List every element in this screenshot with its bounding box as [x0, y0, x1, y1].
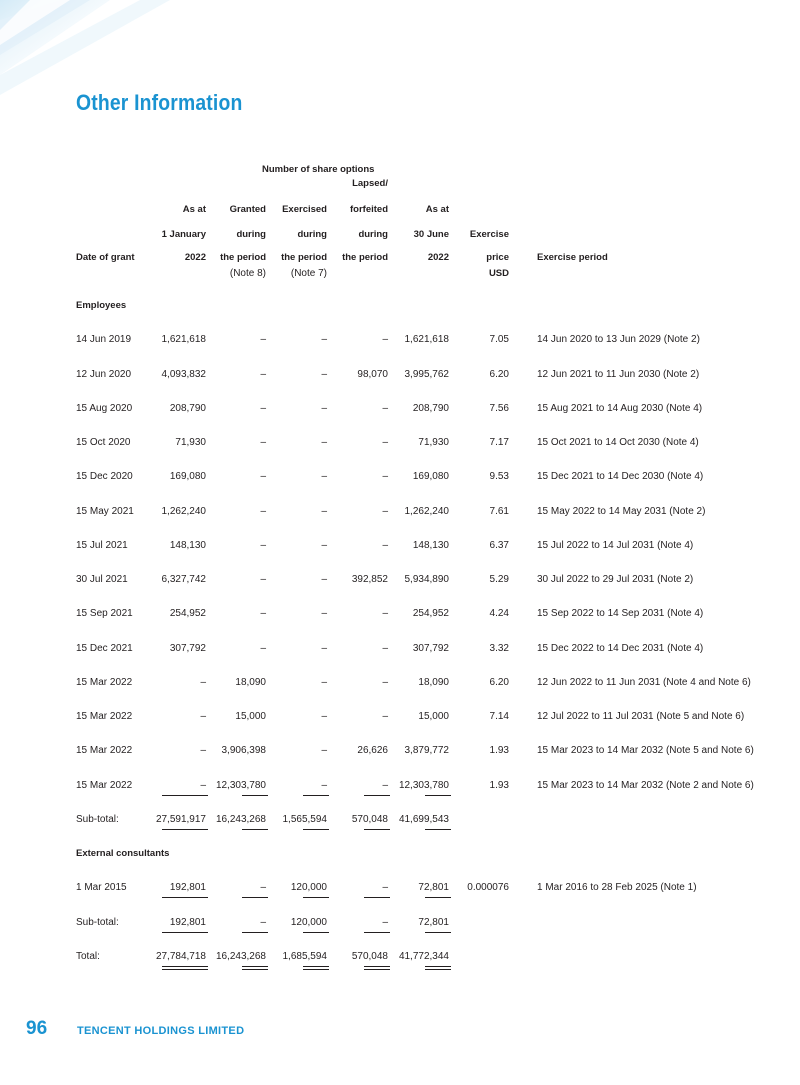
row-exercise-period: 12 Jul 2022 to 11 Jul 2031 (Note 5 and Note 6) [537, 711, 745, 722]
subtotal-rule-above [242, 795, 268, 796]
total-double-rule-1 [425, 966, 451, 967]
row-begin: 4,093,832 [161, 368, 206, 380]
subtotal-rule-below [364, 932, 390, 933]
row-granted: – [260, 334, 266, 346]
row-lapsed: 98,070 [357, 368, 388, 380]
row-begin: 1,621,618 [161, 334, 206, 346]
row-granted: – [260, 471, 266, 483]
row-date-of-grant: 1 Mar 2015 [76, 882, 127, 894]
row-granted: 15,000 [235, 711, 266, 722]
row-begin: 208,790 [169, 402, 206, 414]
row-date-of-grant: 15 Oct 2020 [76, 437, 131, 448]
row-exercise-period: 12 Jun 2021 to 11 Jun 2030 (Note 2) [537, 368, 700, 380]
row-date-of-grant: 15 Mar 2022 [76, 745, 133, 757]
row-begin: – [200, 711, 206, 722]
row-exercise-price: 6.20 [489, 368, 509, 380]
subtotal-end: 72,801 [418, 916, 449, 928]
row-exercise-period: 15 Sep 2022 to 14 Sep 2031 (Note 4) [537, 608, 704, 620]
row-end: 71,930 [418, 437, 449, 448]
row-lapsed: 26,626 [357, 745, 388, 757]
row-exercise-price: 4.24 [489, 608, 509, 620]
header-begin-1: 1 January [161, 229, 206, 240]
subtotal-rule-below [162, 829, 208, 830]
header-end-2: 2022 [427, 252, 449, 263]
row-end: 18,090 [418, 676, 449, 688]
total-end: 41,772,344 [398, 950, 449, 962]
row-end: 1,262,240 [404, 505, 449, 517]
row-exercised: – [321, 334, 327, 346]
row-lapsed: – [382, 779, 388, 791]
row-begin: – [200, 745, 206, 757]
row-lapsed: – [382, 711, 388, 722]
row-granted: – [260, 539, 266, 551]
row-exercised: – [321, 574, 327, 585]
subtotal-rule-below [303, 932, 329, 933]
subtotal-lapsed: – [382, 916, 388, 928]
row-granted: – [260, 505, 266, 517]
header-exercised-1: during [297, 229, 327, 240]
header-price-1: price [486, 252, 509, 263]
row-date-of-grant: 15 Aug 2020 [76, 402, 133, 414]
row-exercised: – [321, 368, 327, 380]
header-exercised-3: (Note 7) [290, 268, 327, 279]
row-granted: 18,090 [235, 676, 266, 688]
page-number: 96 [26, 1018, 48, 1039]
subtotal-exercised: 1,565,594 [282, 813, 327, 825]
row-exercised: – [321, 539, 327, 551]
header-end-0: As at [425, 204, 449, 215]
subtotal-rule-above [425, 897, 451, 898]
header-granted-0: Granted [229, 204, 266, 215]
row-begin: – [200, 676, 206, 688]
group-header: Number of share options [262, 164, 375, 175]
row-exercised: – [321, 711, 327, 722]
header-lapsed-3: the period [342, 252, 388, 263]
total-double-rule-2 [303, 969, 329, 970]
page-title: Other Information [76, 90, 243, 115]
row-exercise-period: 15 Mar 2023 to 14 Mar 2032 (Note 5 and Note 6) [537, 745, 754, 757]
row-exercise-price: 7.14 [489, 711, 509, 722]
row-lapsed: – [382, 402, 388, 414]
total-double-rule-1 [162, 966, 208, 967]
section-title: Employees [76, 300, 127, 311]
row-granted: – [260, 368, 266, 380]
subtotal-rule-above [162, 897, 208, 898]
subtotal-rule-above [162, 795, 208, 796]
subtotal-rule-above [242, 897, 268, 898]
row-begin: 192,801 [169, 882, 206, 894]
row-end: 3,995,762 [404, 368, 449, 380]
row-exercise-period: 15 Oct 2021 to 14 Oct 2030 (Note 4) [537, 437, 699, 448]
row-lapsed: 392,852 [351, 574, 388, 585]
row-lapsed: – [382, 882, 388, 894]
subtotal-lapsed: 570,048 [351, 813, 388, 825]
row-date-of-grant: 15 Mar 2022 [76, 779, 133, 791]
row-date-of-grant: 30 Jul 2021 [76, 574, 128, 585]
row-date-of-grant: 15 Jul 2021 [76, 539, 128, 551]
total-double-rule-2 [425, 969, 451, 970]
row-date-of-grant: 12 Jun 2020 [76, 368, 132, 380]
subtotal-rule-below [242, 829, 268, 830]
row-date-of-grant: 15 Mar 2022 [76, 676, 133, 688]
row-granted: – [260, 402, 266, 414]
total-begin: 27,784,718 [155, 950, 206, 962]
subtotal-rule-above [364, 795, 390, 796]
header-date-of-grant: Date of grant [76, 252, 135, 263]
subtotal-rule-above [425, 795, 451, 796]
row-exercise-price: 1.93 [489, 779, 509, 791]
row-end: 1,621,618 [404, 334, 449, 346]
subtotal-granted: 16,243,268 [215, 813, 266, 825]
total-double-rule-2 [242, 969, 268, 970]
total-lapsed: 570,048 [351, 950, 388, 962]
row-lapsed: – [382, 505, 388, 517]
row-exercised: – [321, 745, 327, 757]
header-end-1: 30 June [413, 229, 449, 240]
subtotal-rule-below [303, 829, 329, 830]
row-begin: 1,262,240 [161, 505, 206, 517]
total-granted: 16,243,268 [215, 950, 266, 962]
row-end: 307,792 [412, 642, 449, 654]
row-date-of-grant: 14 Jun 2019 [76, 334, 132, 346]
row-end: 148,130 [412, 539, 449, 551]
row-exercised: – [321, 779, 327, 791]
row-lapsed: – [382, 539, 388, 551]
row-exercise-price: 7.05 [489, 334, 509, 346]
section-title: External consultants [76, 848, 170, 859]
row-exercise-period: 15 Dec 2022 to 14 Dec 2031 (Note 4) [537, 642, 704, 654]
row-begin: – [200, 779, 206, 791]
row-lapsed: – [382, 642, 388, 654]
footer-company-name: TENCENT HOLDINGS LIMITED [77, 1025, 245, 1037]
subtotal-rule-below [425, 829, 451, 830]
row-end: 5,934,890 [404, 574, 449, 585]
row-exercise-price: 6.37 [489, 539, 509, 551]
row-exercise-price: 9.53 [489, 471, 509, 483]
row-lapsed: – [382, 334, 388, 346]
header-exercise-period: Exercise period [537, 252, 608, 263]
row-lapsed: – [382, 437, 388, 448]
row-exercise-price: 7.17 [489, 437, 509, 448]
header-granted-3: (Note 8) [229, 268, 266, 279]
row-exercise-price: 1.93 [489, 745, 509, 757]
row-exercise-period: 15 Jul 2022 to 14 Jul 2031 (Note 4) [537, 539, 694, 551]
row-exercised: – [321, 437, 327, 448]
row-lapsed: – [382, 471, 388, 483]
subtotal-rule-above [303, 897, 329, 898]
subtotal-rule-below [425, 932, 451, 933]
row-granted: 3,906,398 [221, 745, 266, 757]
row-exercised: – [321, 608, 327, 620]
row-lapsed: – [382, 608, 388, 620]
total-double-rule-2 [162, 969, 208, 970]
row-end: 3,879,772 [404, 745, 449, 757]
row-exercise-price: 3.32 [489, 642, 509, 654]
subtotal-rule-above [364, 897, 390, 898]
header-granted-1: during [236, 229, 266, 240]
header-begin-0: As at [182, 204, 206, 215]
row-date-of-grant: 15 Mar 2022 [76, 711, 133, 722]
header-exercised-2: the period [281, 252, 327, 263]
header-price-2: USD [488, 268, 509, 279]
row-granted: – [260, 608, 266, 620]
row-begin: 71,930 [175, 437, 206, 448]
row-lapsed: – [382, 676, 388, 688]
row-exercise-period: 15 May 2022 to 14 May 2031 (Note 2) [537, 505, 706, 517]
total-double-rule-1 [364, 966, 390, 967]
subtotal-begin: 27,591,917 [155, 813, 206, 825]
subtotal-begin: 192,801 [169, 916, 206, 928]
subtotal-rule-below [162, 932, 208, 933]
header-lapsed-0: Lapsed/ [352, 178, 388, 189]
subtotal-granted: – [260, 916, 266, 928]
row-exercised: – [321, 471, 327, 483]
row-exercise-price: 7.56 [489, 402, 509, 414]
row-exercised: 120,000 [290, 882, 327, 894]
row-date-of-grant: 15 Dec 2021 [76, 642, 133, 654]
row-exercise-period: 15 Dec 2021 to 14 Dec 2030 (Note 4) [537, 471, 704, 483]
row-granted: 12,303,780 [215, 779, 266, 791]
row-date-of-grant: 15 Dec 2020 [76, 471, 133, 483]
row-end: 169,080 [412, 471, 449, 483]
row-granted: – [260, 642, 266, 654]
header-price-0: Exercise [469, 229, 509, 240]
row-exercised: – [321, 402, 327, 414]
subtotal-rule-below [364, 829, 390, 830]
header-lapsed-2: during [358, 229, 388, 240]
row-begin: 6,327,742 [161, 574, 206, 585]
header-begin-2: 2022 [184, 252, 206, 263]
row-exercise-price: 7.61 [489, 505, 509, 517]
row-exercise-period: 1 Mar 2016 to 28 Feb 2025 (Note 1) [537, 882, 697, 894]
header-exercised-0: Exercised [282, 204, 327, 215]
total-exercised: 1,685,594 [282, 950, 327, 962]
row-granted: – [260, 437, 266, 448]
row-exercise-price: 5.29 [489, 574, 509, 585]
row-granted: – [260, 574, 266, 585]
total-double-rule-2 [364, 969, 390, 970]
row-exercise-period: 15 Mar 2023 to 14 Mar 2032 (Note 2 and Note 6) [537, 779, 754, 791]
row-end: 72,801 [418, 882, 449, 894]
row-granted: – [260, 882, 266, 894]
row-exercise-period: 12 Jun 2022 to 11 Jun 2031 (Note 4 and Note 6) [537, 676, 751, 688]
header-granted-2: the period [220, 252, 266, 263]
subtotal-label: Sub-total: [76, 813, 119, 825]
row-exercise-price: 6.20 [489, 676, 509, 688]
total-double-rule-1 [303, 966, 329, 967]
row-exercise-period: 30 Jul 2022 to 29 Jul 2031 (Note 2) [537, 574, 694, 585]
row-end: 15,000 [418, 711, 449, 722]
subtotal-rule-above [303, 795, 329, 796]
row-exercise-price: 0.000076 [467, 882, 509, 894]
header-lapsed-1: forfeited [350, 204, 388, 215]
subtotal-exercised: 120,000 [290, 916, 327, 928]
row-end: 12,303,780 [398, 779, 449, 791]
row-date-of-grant: 15 Sep 2021 [76, 608, 133, 620]
total-double-rule-1 [242, 966, 268, 967]
row-exercise-period: 14 Jun 2020 to 13 Jun 2029 (Note 2) [537, 334, 700, 346]
subtotal-end: 41,699,543 [398, 813, 449, 825]
row-end: 254,952 [412, 608, 449, 620]
total-label: Total: [76, 950, 100, 962]
row-exercised: – [321, 676, 327, 688]
row-end: 208,790 [412, 402, 449, 414]
row-exercise-period: 15 Aug 2021 to 14 Aug 2030 (Note 4) [537, 402, 703, 414]
subtotal-label: Sub-total: [76, 916, 119, 928]
subtotal-rule-below [242, 932, 268, 933]
row-begin: 169,080 [169, 471, 206, 483]
row-date-of-grant: 15 May 2021 [76, 505, 134, 517]
row-begin: 254,952 [169, 608, 206, 620]
row-exercised: – [321, 505, 327, 517]
row-begin: 148,130 [169, 539, 206, 551]
row-exercised: – [321, 642, 327, 654]
row-begin: 307,792 [169, 642, 206, 654]
